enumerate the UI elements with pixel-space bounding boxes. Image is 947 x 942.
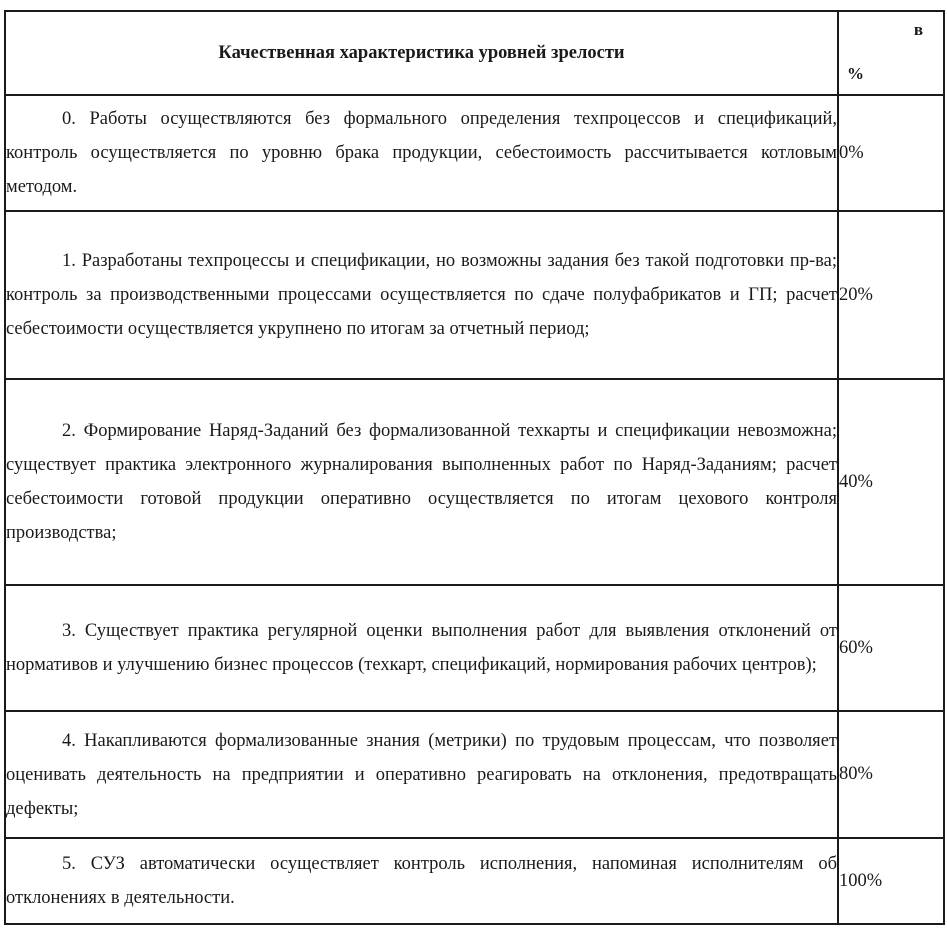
table-row <box>5 838 944 924</box>
level-percent: 100% <box>838 838 944 924</box>
level-description-cell <box>5 379 838 585</box>
maturity-levels-table <box>4 10 945 925</box>
level-percent: 60% <box>838 585 944 711</box>
level-description-cell <box>5 95 838 211</box>
level-description-cell <box>5 838 838 924</box>
header-percent-cell <box>838 11 944 95</box>
level-percent: 40% <box>838 379 944 585</box>
header-row <box>5 11 944 95</box>
level-description: 1. Разработаны техпроцессы и спецификации, но возможны задания без такой подготовки пр-ва; контроль за производственными процессами осуществляется по сдаче полуфабрикатов и ГП; расчет себестоимости осуществляется укрупнено по итогам за отчетный период; <box>6 251 837 339</box>
table-row <box>5 585 944 711</box>
level-description-cell <box>5 585 838 711</box>
table-row <box>5 711 944 838</box>
header-percent-line2: % <box>847 64 864 83</box>
level-description: 2. Формирование Наряд-Заданий без формализованной техкарты и спецификации невозможна; существует практика электронного журналирования выполненных работ по Наряд-Заданиям; расчет себестоимости готовой продукции оперативно осуществляется по итогам цехового контроля производства; <box>6 421 837 543</box>
level-description: 0. Работы осуществляются без формального определения техпроцессов и спецификаций, контроль осуществляется по уровню брака продукции, себестоимость рассчитывается котловым методом. <box>6 109 837 197</box>
table-row <box>5 211 944 379</box>
level-description-cell <box>5 711 838 838</box>
level-description: 5. СУЗ автоматически осуществляет контроль исполнения, напоминая исполнителям об отклонениях в деятельности. <box>6 854 837 908</box>
level-description-cell <box>5 211 838 379</box>
header-percent-line1: в <box>913 20 923 39</box>
table-row <box>5 379 944 585</box>
level-percent: 20% <box>838 211 944 379</box>
level-description: 4. Накапливаются формализованные знания (метрики) по трудовым процессам, что позволяет оценивать деятельность на предприятии и оперативно реагировать на отклонения, предотвращать дефекты; <box>6 730 837 819</box>
header-description-cell: Качественная характеристика уровней зрелости <box>5 11 838 95</box>
table-row <box>5 95 944 211</box>
level-percent: 80% <box>838 711 944 838</box>
level-percent: 0% <box>838 95 944 211</box>
level-description: 3. Существует практика регулярной оценки выполнения работ для выявления отклонений от нормативов и улучшению бизнес процессов (техкарт, спецификаций, нормирования рабочих центров); <box>6 621 837 675</box>
